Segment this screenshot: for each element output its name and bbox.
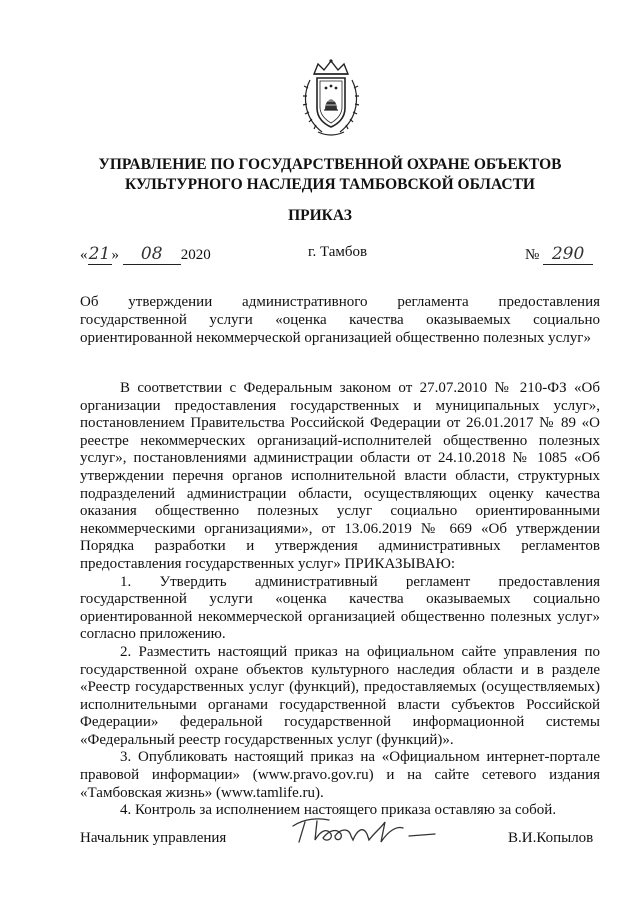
date-close-quote: » (111, 247, 119, 263)
order-body (80, 380, 600, 820)
tambov-coat-of-arms-icon (300, 58, 362, 138)
date-year: 2020 (180, 247, 211, 263)
body-paragraph-item-4: 4. Контроль за исполнением настоящего приказа оставляю за собой. (120, 802, 557, 819)
handwritten-signature-icon (285, 812, 455, 852)
date-month-field (123, 244, 181, 265)
signatory-name: В.И.Копылов (508, 830, 594, 846)
order-subject: Об утверждении административного регламента предоставления государственной услуги «оценка качества оказываемых социально ориентированной некоммерческой организацией общественно полезных услуг» (80, 294, 600, 346)
number-prefix: № (525, 247, 540, 263)
date-open-quote: « (80, 247, 88, 263)
date-day-field (88, 244, 112, 265)
signatory-position: Начальник управления (80, 830, 227, 846)
body-paragraph-item-2: 2. Разместить настоящий приказ на официальном сайте управления по государственной охране объектов культурного наследия области и в разделе «Реестр государственных услуг (функций), предоставляемых (осуществляемых) исполнительными органами государственной власти субъектов Российской Федерации» федеральной государственной информационной системы «Федеральный реестр государственных услуг (функций)». (80, 643, 600, 748)
number-value: 290 (551, 244, 585, 264)
number-field (543, 244, 593, 265)
org-title-line-2: КУЛЬТУРНОГО НАСЛЕДИЯ ТАМБОВСКОЙ ОБЛАСТИ (125, 176, 535, 193)
document-type-title: ПРИКАЗ (288, 207, 352, 224)
order-date (80, 244, 211, 264)
body-paragraph-item-1: 1. Утвердить административный регламент предоставления государственной услуги «оценка качества оказываемых социально ориентированной некоммерческой организацией общественно полезных услуг» согласно приложению. (80, 573, 600, 643)
date-month: 08 (140, 244, 163, 264)
date-day: 21 (88, 244, 111, 264)
order-number (525, 244, 593, 264)
organization-title (60, 155, 600, 195)
body-paragraph-preamble: В соответствии с Федеральным законом от 27.07.2010 № 210-ФЗ «Об организации предоставления государственных и муниципальных услуг», постановлением Правительства Российской Федерации от 26.01.2017 № 89 «О реестре некоммерческих организаций-исполнителей общественно полезных услуг», постановлениями администрации области от 24.10.2018 № 1085 «Об утверждении перечня органов исполнительной власти области, структурных подразделений администрации области, осуществляющих оценку качества оказания общественно полезных услуг социально ориентированными некоммерческими организациями», от 13.06.2019 № 669 «Об утверждении Порядка разработки и утверждения административных регламентов предоставления государственных услуг» ПРИКАЗЫВАЮ: (80, 380, 600, 572)
body-paragraph-item-3: 3. Опубликовать настоящий приказ на «Официальном интернет-портале правовой информации» (www.pravo.gov.ru) и на сайте сетевого издания «Тамбовская жизнь» (www.tamlife.ru). (80, 749, 600, 801)
org-title-line-1: УПРАВЛЕНИЕ ПО ГОСУДАРСТВЕННОЙ ОХРАНЕ ОБЪЕКТОВ (98, 156, 562, 173)
order-city: г. Тамбов (308, 244, 368, 260)
